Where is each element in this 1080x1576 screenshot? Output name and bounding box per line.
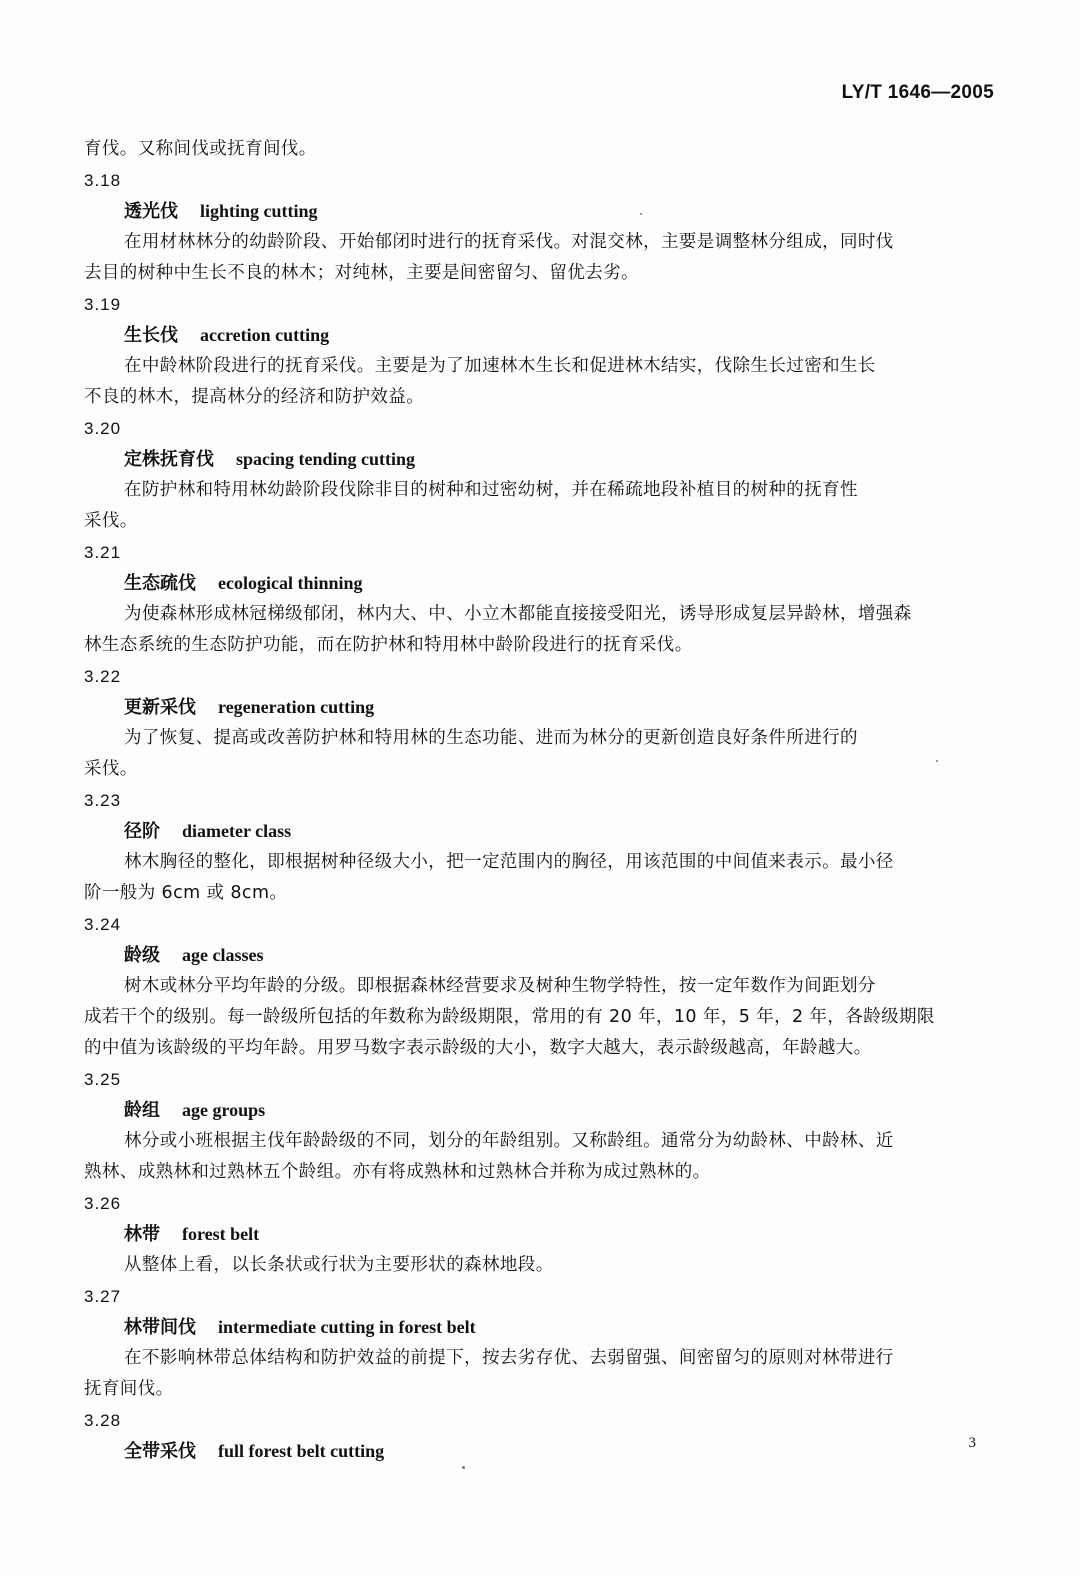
term-chinese: 定株抚育伐 bbox=[124, 449, 214, 470]
document-body bbox=[84, 134, 996, 1467]
term-english: lighting cutting bbox=[200, 201, 318, 221]
term-heading bbox=[84, 568, 996, 599]
term-english: age groups bbox=[182, 1100, 266, 1120]
term-heading bbox=[84, 444, 996, 475]
term-english: accretion cutting bbox=[200, 325, 330, 345]
term-english: diameter class bbox=[182, 821, 292, 841]
definition-line: 的中值为该龄级的平均年龄。用罗马数字表示龄级的大小，数字大越大，表示龄级越高，年龄越大。 bbox=[84, 1038, 872, 1058]
term-heading bbox=[84, 940, 996, 971]
page-number: 3 bbox=[968, 1435, 976, 1451]
entry-number: 3.27 bbox=[84, 1287, 122, 1306]
definition-line: 林木胸径的整化，即根据树种径级大小，把一定范围内的胸径，用该范围的中间值来表示。最小径 bbox=[124, 852, 894, 872]
entry-number: 3.25 bbox=[84, 1070, 122, 1089]
entry-number: 3.26 bbox=[84, 1194, 122, 1213]
term-chinese: 龄组 bbox=[124, 1100, 160, 1121]
term-english: age classes bbox=[182, 945, 264, 965]
term-heading bbox=[84, 1312, 996, 1343]
definition-line: 熟林、成熟林和过熟林五个龄组。亦有将成熟林和过熟林合并称为成过熟林的。 bbox=[84, 1162, 711, 1182]
term-heading bbox=[84, 692, 996, 723]
term-heading bbox=[84, 1436, 996, 1467]
term-heading bbox=[84, 320, 996, 351]
definition-line: 林生态系统的生态防护功能，而在防护林和特用林中龄阶段进行的抚育采伐。 bbox=[84, 635, 693, 655]
term-heading bbox=[84, 816, 996, 847]
term-english: forest belt bbox=[182, 1224, 260, 1244]
definition-line: 在不影响林带总体结构和防护效益的前提下，按去劣存优、去弱留强、间密留匀的原则对林带进行 bbox=[124, 1348, 894, 1368]
definition-line: 采伐。 bbox=[84, 511, 138, 531]
definition-line: 林分或小班根据主伐年龄龄级的不同，划分的年龄组别。又称龄组。通常分为幼龄林、中龄林、近 bbox=[124, 1131, 894, 1151]
term-chinese: 生长伐 bbox=[124, 325, 178, 346]
entry-number: 3.20 bbox=[84, 419, 122, 438]
definition-line: 不良的林木，提高林分的经济和防护效益。 bbox=[84, 387, 425, 407]
entry-number: 3.21 bbox=[84, 543, 122, 562]
definition-line: 从整体上看，以长条状或行状为主要形状的森林地段。 bbox=[124, 1255, 554, 1275]
definition-line: 树木或林分平均年龄的分级。即根据森林经营要求及树种生物学特性，按一定年数作为间距划分 bbox=[124, 976, 876, 996]
term-english: full forest belt cutting bbox=[218, 1441, 385, 1461]
entry-number: 3.18 bbox=[84, 171, 122, 190]
definition-line: 在用材林林分的幼龄阶段、开始郁闭时进行的抚育采伐。对混交林，主要是调整林分组成，同时伐 bbox=[124, 232, 894, 252]
scan-speck bbox=[936, 760, 938, 762]
definition-line: 为使森林形成林冠梯级郁闭，林内大、中、小立木都能直接接受阳光，诱导形成复层异龄林，增强森 bbox=[124, 604, 912, 624]
definition-line: 在防护林和特用林幼龄阶段伐除非目的树种和过密幼树，并在稀疏地段补植目的树种的抚育性 bbox=[124, 480, 858, 500]
term-chinese: 林带间伐 bbox=[124, 1317, 196, 1338]
definition-line: 成若干个的级别。每一龄级所包括的年数称为龄级期限，常用的有 20 年，10 年，5 年，2 年，各龄级期限 bbox=[84, 1007, 935, 1027]
term-chinese: 全带采伐 bbox=[124, 1441, 196, 1462]
term-chinese: 龄级 bbox=[124, 945, 160, 966]
definition-line: 阶一般为 6cm 或 8cm。 bbox=[84, 883, 288, 903]
term-english: ecological thinning bbox=[218, 573, 363, 593]
term-english: spacing tending cutting bbox=[236, 449, 416, 469]
scan-speck bbox=[462, 1466, 465, 1469]
term-chinese: 更新采伐 bbox=[124, 697, 196, 718]
definition-line: 抚育间伐。 bbox=[84, 1379, 174, 1399]
definition-line: 为了恢复、提高或改善防护林和特用林的生态功能、进而为林分的更新创造良好条件所进行的 bbox=[124, 728, 858, 748]
term-english: intermediate cutting in forest belt bbox=[218, 1317, 476, 1337]
term-heading bbox=[84, 1095, 996, 1126]
term-chinese: 生态疏伐 bbox=[124, 573, 196, 594]
entry-number: 3.23 bbox=[84, 791, 122, 810]
entry-number: 3.24 bbox=[84, 915, 122, 934]
entry-number: 3.19 bbox=[84, 295, 122, 314]
definition-line: 去目的树种中生长不良的林木；对纯林，主要是间密留匀、留优去劣。 bbox=[84, 263, 639, 283]
continuation-text: 育伐。又称间伐或抚育间伐。 bbox=[84, 139, 317, 159]
definition-line: 在中龄林阶段进行的抚育采伐。主要是为了加速林木生长和促进林木结实，伐除生长过密和生长 bbox=[124, 356, 876, 376]
scan-speck bbox=[640, 213, 642, 215]
definition-line: 采伐。 bbox=[84, 759, 138, 779]
term-heading bbox=[84, 196, 996, 227]
standard-code: LY/T 1646—2005 bbox=[841, 82, 994, 103]
term-heading bbox=[84, 1219, 996, 1250]
entry-number: 3.22 bbox=[84, 667, 122, 686]
term-english: regeneration cutting bbox=[218, 697, 375, 717]
term-chinese: 径阶 bbox=[124, 821, 160, 842]
term-chinese: 透光伐 bbox=[124, 201, 178, 222]
entry-number: 3.28 bbox=[84, 1411, 122, 1430]
term-chinese: 林带 bbox=[124, 1224, 160, 1245]
